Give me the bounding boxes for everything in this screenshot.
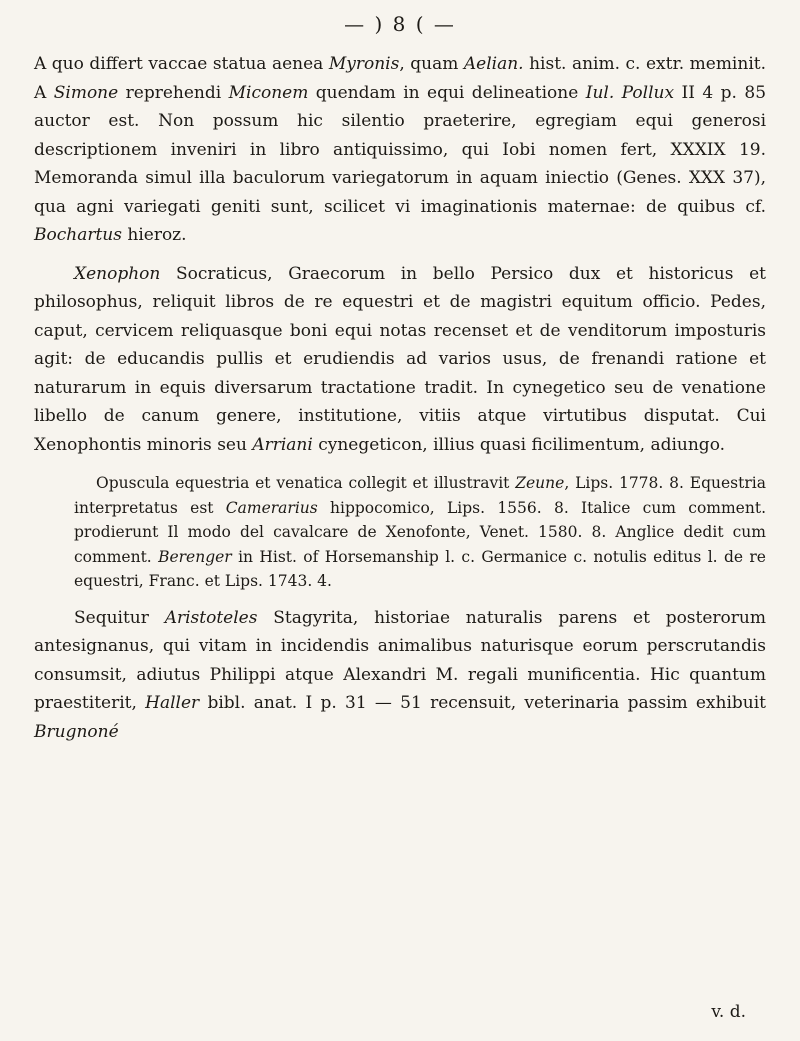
paragraph-1 (34, 50, 766, 250)
name-myronis: Myronis (328, 54, 400, 74)
p3-text-2: , Lips. 1778. 8. Equestria interpretatus est (74, 474, 766, 517)
name-arriani: Arriani (252, 434, 313, 455)
name-aelian: Aelian. (463, 54, 524, 74)
p1-text-8: quendam in equi delineatione (308, 82, 586, 103)
name-iul-pollux: Iul. Pollux (585, 82, 675, 103)
p1-text-4: hist. anim. c. extr. meminit. A (34, 54, 766, 103)
p4-text-4: bibl. anat. I p. 31 — 51 recensuit, veterinaria passim exhibuit (199, 693, 766, 713)
running-head: — ) 8 ( — (344, 12, 456, 36)
p1-text-2: , quam (399, 54, 464, 74)
p1-text-10: II 4 p. 85 auctor est. Non possum hic silentio praeterire, egregiam equi generosi descriptionem inveniri in libro antiquissimo, qui Iobi nomen fert, XXXIX 19. Memoranda simul illa baculorum variegatorum in aquam iniectio (Genes. XXX 37), qua agni variegati geniti sunt, scilicet vi imaginationis maternae: de quibus cf. (34, 82, 767, 217)
name-simone: Simone (53, 82, 119, 103)
name-aristoteles: Aristoteles (164, 607, 258, 628)
name-berenger: Berenger (158, 547, 232, 566)
paragraph-2 (34, 260, 766, 460)
p4-text-2: Stagyrita, historiae naturalis parens et posterorum antesignanus, qui vitam in incidendis animalibus naturisque eorum perscrutandis consumsit, adiutus Philippi atque Alexandri M. regali munificentia. Hic quantum praestiterit, (34, 607, 766, 713)
p3-text-4: hippocomico, Lips. 1556. 8. Italice cum comment. prodierunt Il modo del cavalcare de Xenofonte, Venet. 1580. 8. Anglice dedit cum comment. (74, 498, 766, 566)
paragraph-4 (34, 604, 766, 747)
name-camerarius: Camerarius (225, 498, 318, 517)
p1-text-12: hieroz. (121, 225, 187, 245)
name-brugnone: Brugnoné (34, 721, 119, 742)
p2-text-1: Socraticus, Graecorum in bello Persico dux et historicus et philosophus, reliquit libros de re equestri et de magistri equitum officio. Pedes, caput, cervicem reliquasque boni equi notas recenset et de venditorum imposturis agit: de educandis pullis et erudiendis ad varios usus, de frenandi ratione et naturarum in equis diversarum tractatione tradit. In cynegetico seu de venatione libello de canum genere, institutione, vitiis atque virtutibus disputat. Cui Xenophontis minoris seu (34, 263, 766, 455)
p4-text-0: Sequitur (74, 607, 165, 628)
p1-text-0: A quo differt vaccae statua aenea (34, 54, 329, 74)
name-xenophon: Xenophon (74, 263, 161, 284)
p3-text-0: Opuscula equestria et venatica collegit et illustravit (96, 474, 516, 492)
main-text (34, 50, 766, 746)
paragraph-3 (34, 471, 766, 594)
bibliography-note (34, 471, 766, 594)
p3-text-6: in Hist. of Horsemanship l. c. Germanice c. notulis editus l. de re equestri, Franc. et Lips. 1743. 4. (74, 547, 766, 590)
p1-text-6: reprehendi (118, 82, 229, 103)
name-miconem: Miconem (228, 82, 309, 103)
name-bochartus: Bochartus (34, 225, 122, 245)
catchword: v. d. (711, 1002, 746, 1022)
name-zeune: Zeune (515, 474, 565, 492)
name-haller: Haller (145, 693, 200, 713)
p2-text-3: cynegeticon, illius quasi ficilimentum, adiungo. (312, 434, 726, 455)
